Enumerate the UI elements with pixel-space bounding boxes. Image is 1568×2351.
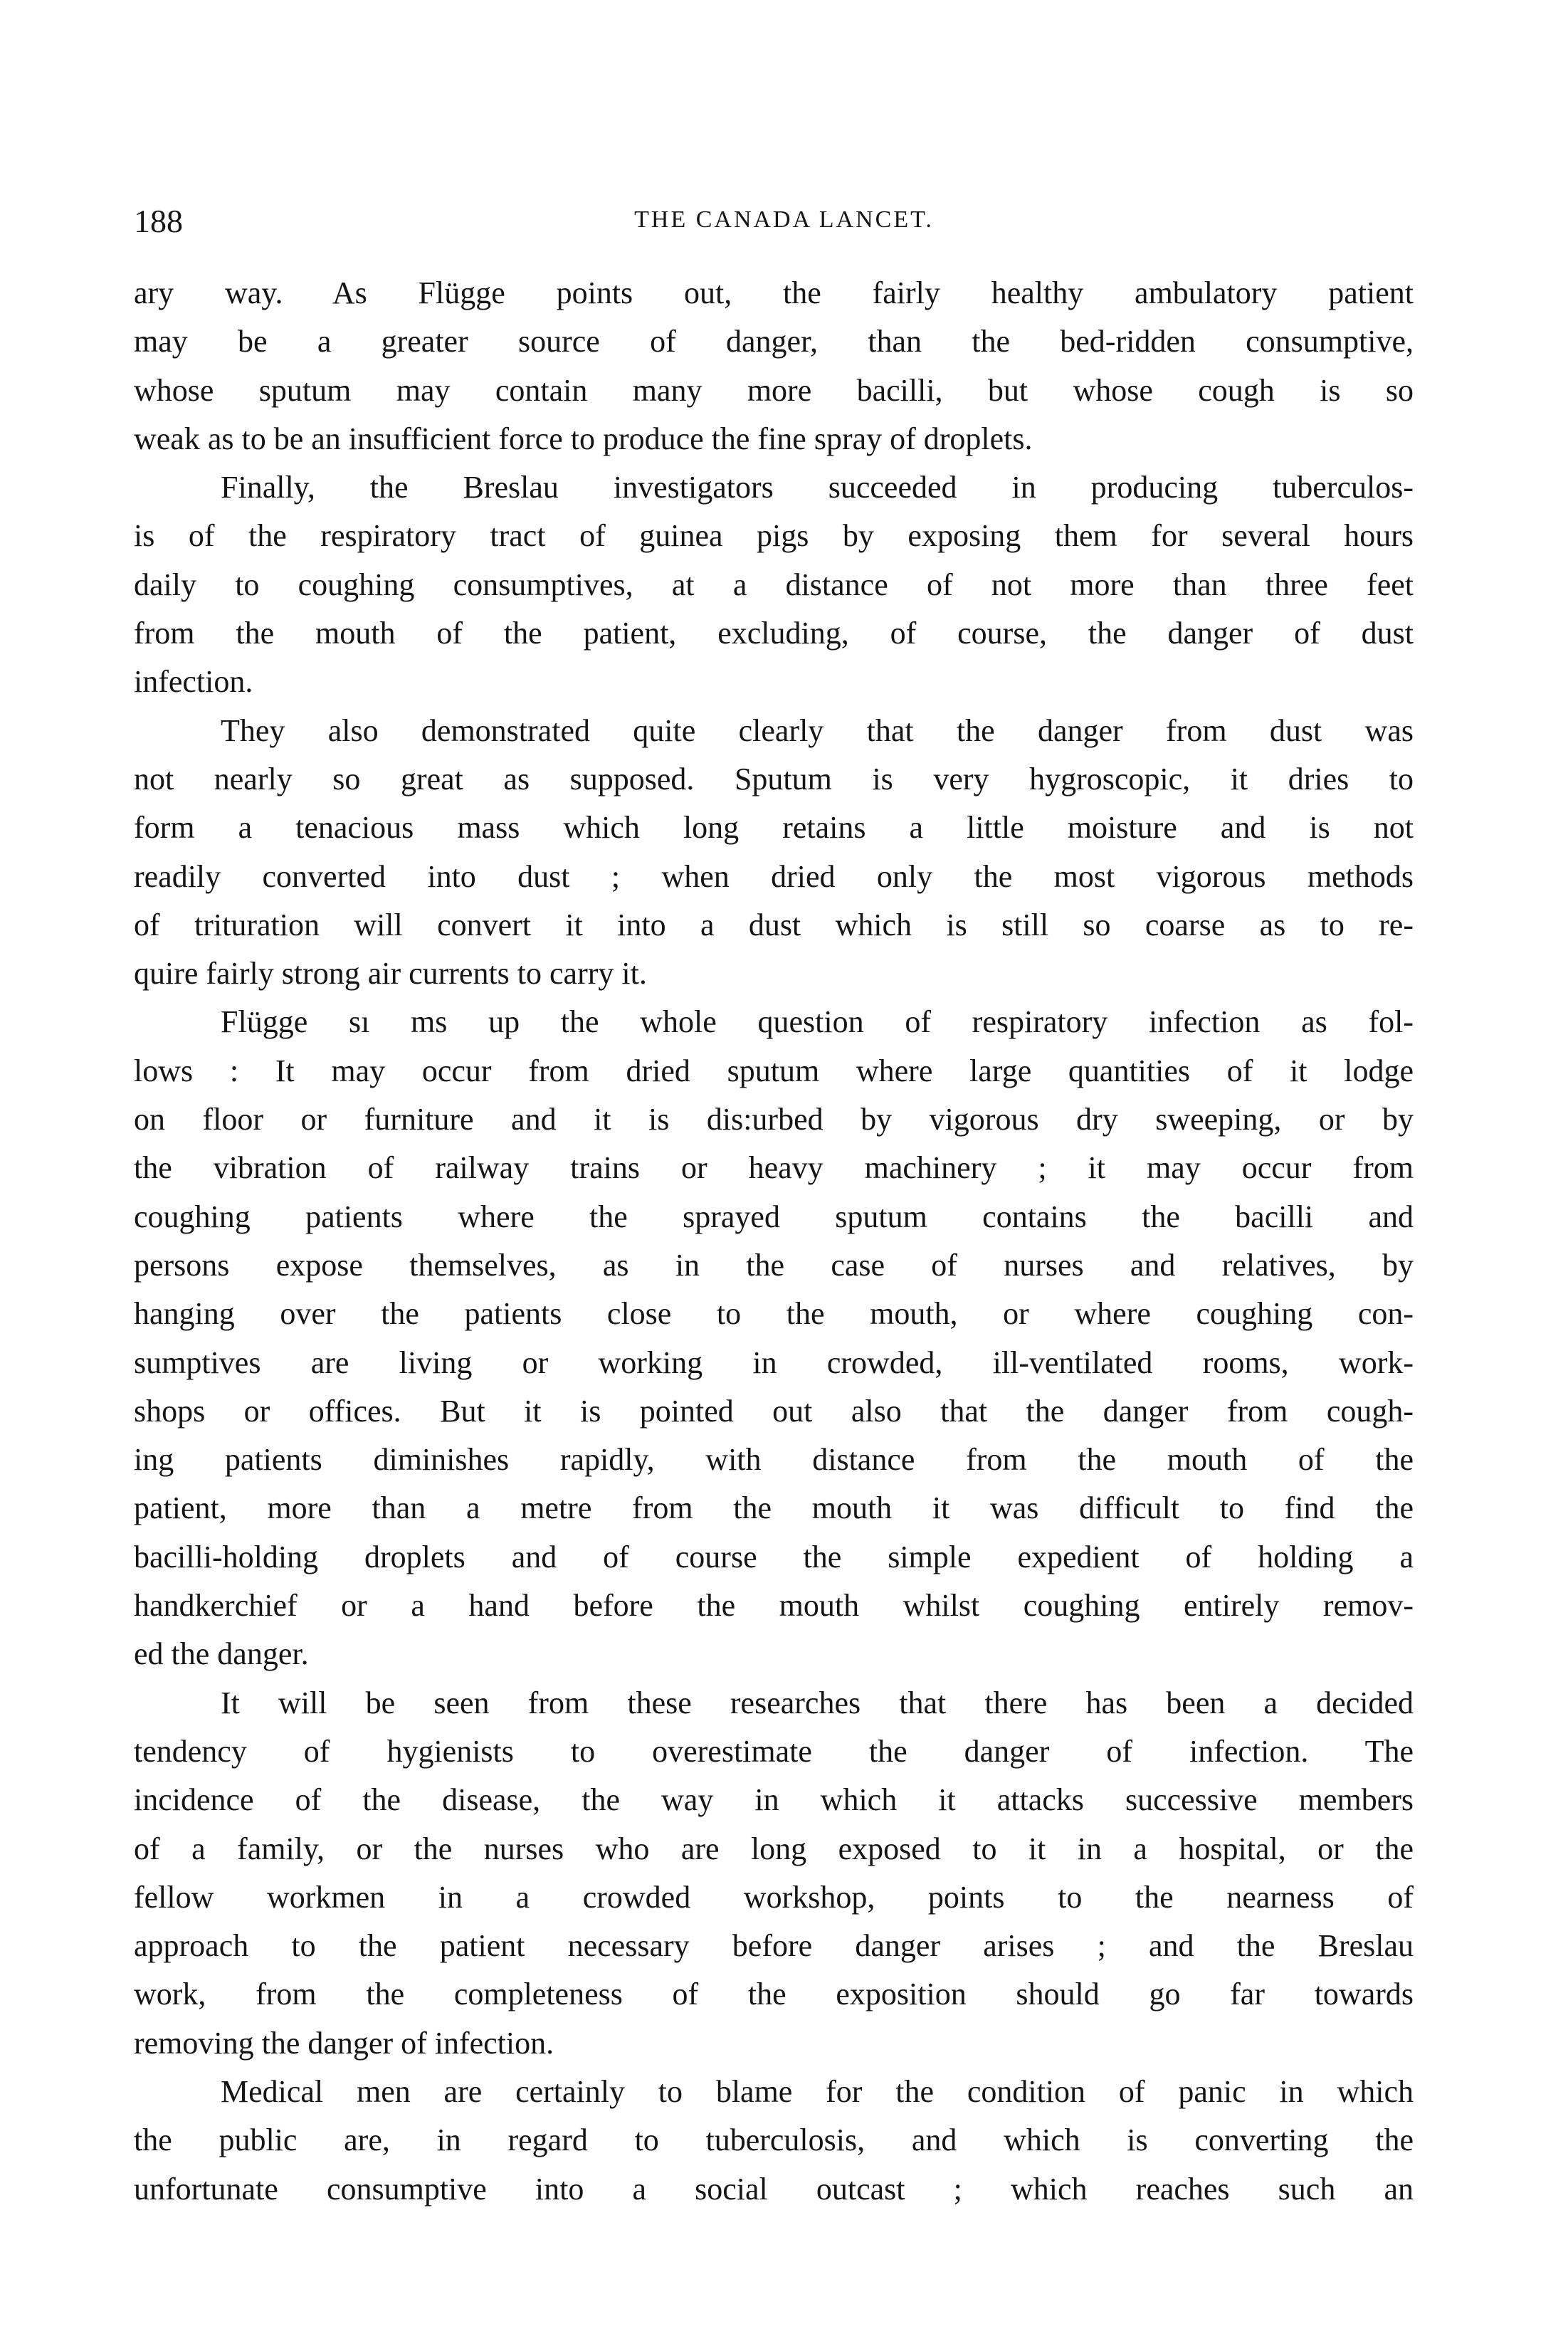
text-line: ing patients diminishes rapidly, with distance from the mouth of the (134, 1442, 1414, 1478)
text-line: lows : It may occur from dried sputum where large quantities of it lodge (134, 1053, 1414, 1088)
text-line: infection. (134, 664, 253, 700)
text-line: fellow workmen in a crowded workshop, points to the nearness of (134, 1879, 1414, 1915)
text-line: coughing patients where the sprayed sputum contains the bacilli and (134, 1199, 1414, 1234)
text-line: weak as to be an insufficient force to produce the fine spray of droplets. (134, 421, 1033, 456)
text-line: handkerchief or a hand before the mouth whilst coughing entirely remov- (134, 1588, 1414, 1624)
text-line: not nearly so great as supposed. Sputum is very hygroscopic, it dries to (134, 761, 1414, 796)
text-line: sumptives are living or working in crowded, ill-ventilated rooms, work- (134, 1345, 1414, 1380)
text-line: tendency of hygienists to overestimate the danger of infection. The (134, 1733, 1414, 1769)
text-line: whose sputum may contain many more bacilli, but whose cough is so (134, 372, 1414, 408)
text-line: incidence of the disease, the way in which it attacks successive members (134, 1782, 1414, 1818)
text-line: on floor or furniture and it is dis:urbed by vigorous dry sweeping, or by (134, 1102, 1414, 1137)
text-line: persons expose themselves, as in the case of nurses and relatives, by (134, 1247, 1414, 1283)
text-line: ary way. As Flügge points out, the fairly healthy ambulatory patient (134, 275, 1414, 310)
text-line: ed the danger. (134, 1636, 309, 1672)
text-line: Flügge sı ms up the whole question of respiratory infection as fol- (221, 1004, 1414, 1040)
text-line: is of the respiratory tract of guinea pigs by exposing them for several hours (134, 518, 1414, 554)
text-line: Finally, the Breslau investigators succeeded in producing tuberculos- (221, 470, 1414, 505)
text-line: approach to the patient necessary before danger arises ; and the Breslau (134, 1928, 1414, 1964)
text-line: from the mouth of the patient, excluding, of course, the danger of dust (134, 616, 1414, 651)
article-body (134, 269, 1414, 2214)
text-line: daily to coughing consumptives, at a distance of not more than three feet (134, 567, 1414, 602)
text-line: unfortunate consumptive into a social outcast ; which reaches such an (134, 2171, 1414, 2207)
text-line: of a family, or the nurses who are long exposed to it in a hospital, or the (134, 1831, 1414, 1866)
text-line: removing the danger of infection. (134, 2025, 554, 2061)
text-line: Medical men are certainly to blame for the condition of panic in which (221, 2073, 1414, 2109)
page-number: 188 (134, 203, 183, 239)
text-line: form a tenacious mass which long retains a little moisture and is not (134, 810, 1414, 846)
text-line: patient, more than a metre from the mouth it was difficult to find the (134, 1490, 1414, 1526)
text-line: the vibration of railway trains or heavy machinery ; it may occur from (134, 1150, 1414, 1186)
text-line: shops or offices. But it is pointed out also that the danger from cough- (134, 1393, 1414, 1429)
text-line: of trituration will convert it into a dust which is still so coarse as to re- (134, 907, 1414, 942)
text-line: hanging over the patients close to the mouth, or where coughing con- (134, 1296, 1414, 1332)
text-line: bacilli-holding droplets and of course the simple expedient of holding a (134, 1539, 1414, 1574)
text-line: work, from the completeness of the exposition should go far towards (134, 1977, 1414, 2012)
text-line: They also demonstrated quite clearly that the danger from dust was (221, 712, 1414, 748)
running-title: THE CANADA LANCET. (634, 206, 934, 233)
text-line: quire fairly strong air currents to carry it. (134, 956, 647, 992)
text-line: may be a greater source of danger, than the bed-ridden consumptive, (134, 324, 1414, 359)
text-line: readily converted into dust ; when dried only the most vigorous methods (134, 858, 1414, 894)
text-line: the public are, in regard to tuberculosis, and which is converting the (134, 2123, 1414, 2158)
text-line: It will be seen from these researches that there has been a decided (221, 1685, 1414, 1720)
